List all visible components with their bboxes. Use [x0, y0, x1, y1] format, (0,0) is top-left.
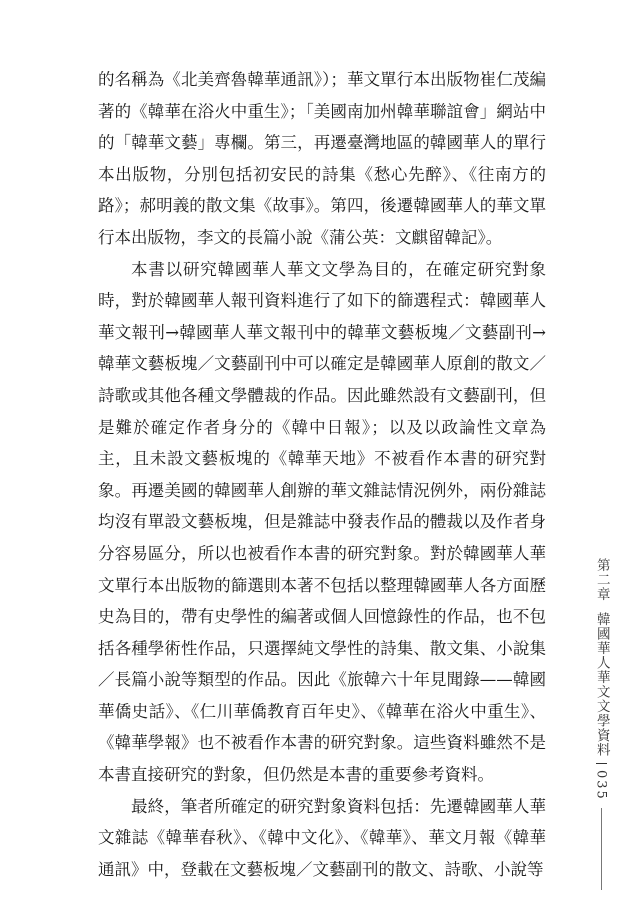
margin-rule: [601, 808, 602, 890]
running-header: [588, 558, 614, 890]
page-body: [98, 64, 546, 885]
header-divider: [596, 763, 607, 764]
chapter-label: 第二章: [593, 558, 610, 602]
chapter-title: 韓國華人華文文學資料: [593, 611, 610, 757]
paragraph-3: 最終，筆者所確定的研究對象資料包括：先遷韓國華人華文雜誌《韓華春秋》、《韓中文化》、《韓華》、華文月報《韓華通訊》中，登載在文藝板塊／文藝副刊的散文、詩歌、小說等: [98, 796, 546, 879]
page-number: 035: [593, 769, 609, 801]
paragraph-2: 本書以研究韓國華人華文文學為目的，在確定研究對象時，對於韓國華人報刊資料進行了如下的篩選程式：韓國華人華文報刊→韓國華人華文報刊中的韓華文藝板塊／文藝副刊→韓華文藝板塊／文藝副刊中可以確定是韓國華人原創的散文／詩歌或其他各種文學體裁的作品。因此雖然設有文藝副刊，但是難於確定作者身分的《韓中日報》；以及以政論性文章為主，且未設文藝板塊的《韓華天地》不被看作本書的研究對象。再遷美國的韓國華人創辦的華文雜誌情況例外，兩份雜誌均沒有單設文藝板塊，但是雜誌中發表作品的體裁以及作者身分容易區分，所以也被看作本書的研究對象。對於韓國華人華文單行本出版物的篩選則本著不包括以整理韓國華人各方面歷史為目的，帶有史學性的編著或個人回憶錄性的作品，也不包括各種學術性作品，只選擇純文學性的詩集、散文集、小說集／長篇小說等類型的作品。因此《旅韓六十年見聞錄——韓國華僑史話》、《仁川華僑教育百年史》、《韓華在浴火中重生》、《韓華學報》也不被看作本書的研究對象。這些資料雖然不是本書直接研究的對象，但仍然是本書的重要參考資料。: [98, 259, 546, 785]
paragraph-1: 的名稱為《北美齊魯韓華通訊》）；華文單行本出版物崔仁茂編著的《韓華在浴火中重生》；「美國南加州韓華聯誼會」網站中的「韓華文藝」專欄。第三，再遷臺灣地區的韓國華人的單行本出版物，分別包括初安民的詩集《愁心先醉》、《往南方的路》；郝明義的散文集《故事》。第四，後遷韓國華人的華文單行本出版物，李文的長篇小說《蒲公英：文麒留韓記》。: [98, 70, 546, 247]
